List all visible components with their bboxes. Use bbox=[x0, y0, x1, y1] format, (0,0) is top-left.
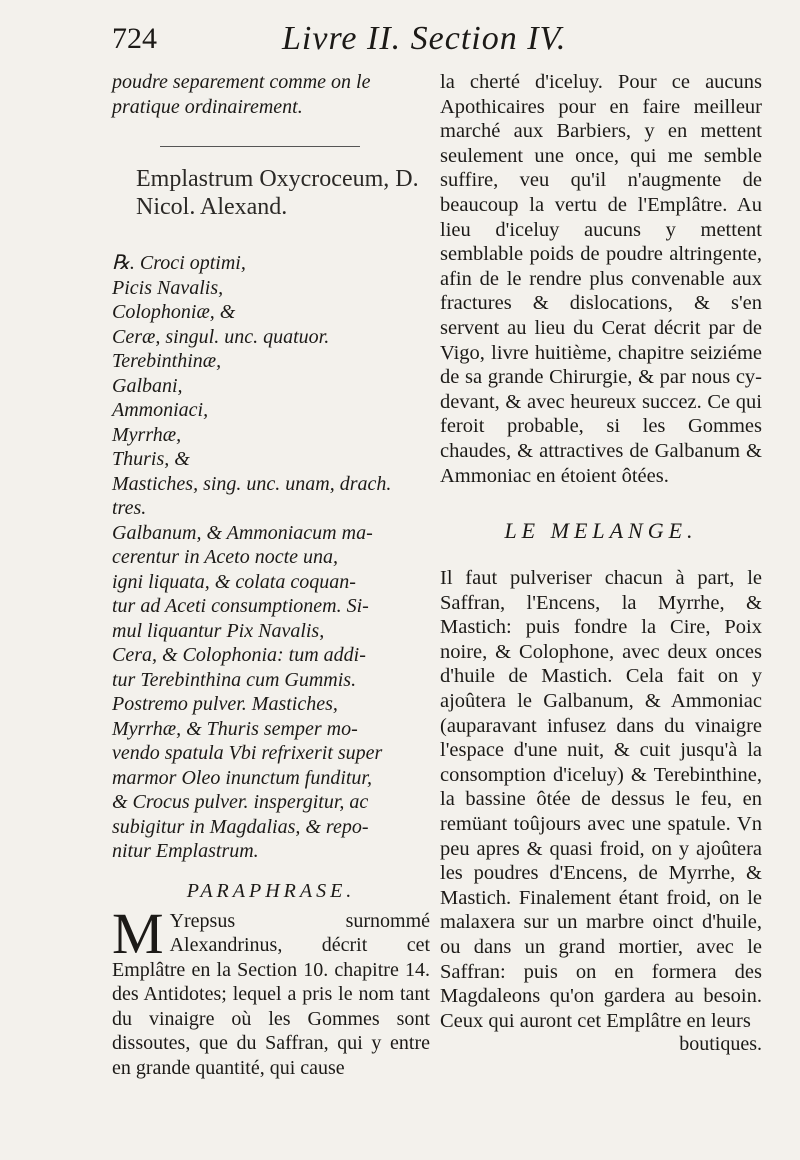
section-divider bbox=[160, 146, 360, 147]
recipe-line: Myrrhæ, & Thuris semper mo- bbox=[112, 717, 358, 740]
paraphrase-heading: PARAPHRASE. bbox=[186, 879, 356, 902]
recipe-line: nitur Emplastrum. bbox=[112, 840, 259, 862]
recipe-line: subigitur in Magdalias, & repo- bbox=[112, 815, 369, 838]
recipe-line: Ammoniaci, bbox=[112, 399, 209, 421]
running-title: Livre II. Section IV. bbox=[282, 20, 567, 57]
right-text-2: Il faut pulveriser chacun à part, le Saffran, l'Encens, la Myrrhe, & Mastich: puis fondre la Cire, Poix noire, & Colophone, avec deux onces d'huile de Mastich. Cela fait on y ajoûtera le Galbanum, & Ammoniac (auparavant infusez dans du vinaigre l'espace d'une nuit, & cuit jusqu'à la consomption d'iceluy) & Terebinthine, la bassine ôtée de dessus le feu, en remüant toûjours avec une spatule. Vn peu apres & quasi froid, on y ajoûtera les poudres d'Encens, de Myrrhe, & Mastich. Finalement étant froid, on le malaxera sur un marbre oinct d'huile, ou dans un grand mortier, avec le Saffran: puis on en formera des Magdaleons qu'on gardera au besoin. Ceux qui auront cet Emplâtre en leurs bbox=[440, 567, 762, 1032]
catchword: boutiques. bbox=[679, 1033, 762, 1056]
recipe-line: tres. bbox=[112, 497, 147, 519]
paraphrase-text bbox=[112, 900, 430, 1081]
left-column bbox=[112, 70, 430, 1081]
recipe-line: Ceræ, singul. unc. quatuor. bbox=[112, 325, 330, 348]
recipe-line: Picis Navalis, bbox=[112, 276, 224, 299]
recipe-line: Colophoniæ, & bbox=[112, 301, 236, 323]
paraphrase-body: Yrepsus surnommé Alexandrinus, décrit cet Emplâtre en la Section 10. chapitre 14. des Antidotes; lequel a pris le nom tant du vinaigre où les Gommes sont dissoutes, que du Saffran, qui y entre en grande quantité, qui cause bbox=[112, 909, 430, 1080]
recipe-line: Thuris, & bbox=[112, 448, 190, 470]
recipe-line: Mastiches, sing. unc. unam, drach. bbox=[112, 472, 392, 495]
running-header bbox=[112, 18, 752, 70]
recipe-line: tur ad Aceti consumptionem. Si- bbox=[112, 595, 369, 617]
right-column bbox=[440, 70, 762, 1056]
opening-text: poudre separement comme on le pratique ordinairement. bbox=[112, 71, 371, 118]
page-number: 724 bbox=[112, 22, 157, 55]
recipe-line: mul liquantur Pix Navalis, bbox=[112, 619, 325, 642]
recipe-line: tur Terebinthina cum Gummis. bbox=[112, 668, 357, 691]
recipe-list bbox=[112, 251, 430, 864]
recipe-line: Galbanum, & Ammoniacum ma- bbox=[112, 521, 373, 544]
recipe-line: vendo spatula Vbi refrixerit super bbox=[112, 742, 383, 764]
recipe-line: igni liquata, & colata coquan- bbox=[112, 570, 356, 593]
recipe-line: Galbani, bbox=[112, 374, 183, 397]
recipe-line: & Crocus pulver. inspergitur, ac bbox=[112, 791, 369, 813]
recipe-line: marmor Oleo inunctum funditur, bbox=[112, 766, 372, 789]
recipe-line: ℞. Croci optimi, bbox=[112, 252, 246, 274]
recipe-line: Myrrhæ, bbox=[112, 423, 182, 446]
drop-cap: M bbox=[112, 900, 164, 966]
emplastrum-title-line-2: Nicol. Alexand. bbox=[136, 194, 288, 220]
recipe-line: cerentur in Aceto nocte una, bbox=[112, 546, 339, 568]
recipe-line: Postremo pulver. Mastiches, bbox=[112, 693, 338, 715]
recipe-line: Terebinthinæ, bbox=[112, 350, 222, 372]
right-text-1: la cherté d'iceluy. Pour ce aucuns Apothicaires pour en faire meilleur marché aux Barbiers, y en mettent seulement une once, qui me semble suffire, veu qu'il n'augmente de beaucoup la vertu de l'Emplâtre. Au lieu d'iceluy aucuns y mettent semblable poids de poudre altringente, afin de le rendre plus convenable aux fractures & dislocations, & s'en servent au lieu du Cerat décrit par de Vigo, livre huitième, chapitre seiziéme de sa grande Chirurgie, & par nous cy-devant, & avec heureux succez. Ce qui feroit probable, si les Gommes chaudes, & attractives de Galbanum & Ammoniac en étoient ôtées. bbox=[440, 71, 762, 487]
emplastrum-title-line-1: Emplastrum Oxycroceum, D. bbox=[136, 166, 419, 192]
recipe-line: Cera, & Colophonia: tum addi- bbox=[112, 644, 366, 666]
emplastrum-title bbox=[136, 165, 430, 221]
melange-heading: LE MELANGE. bbox=[504, 518, 698, 544]
